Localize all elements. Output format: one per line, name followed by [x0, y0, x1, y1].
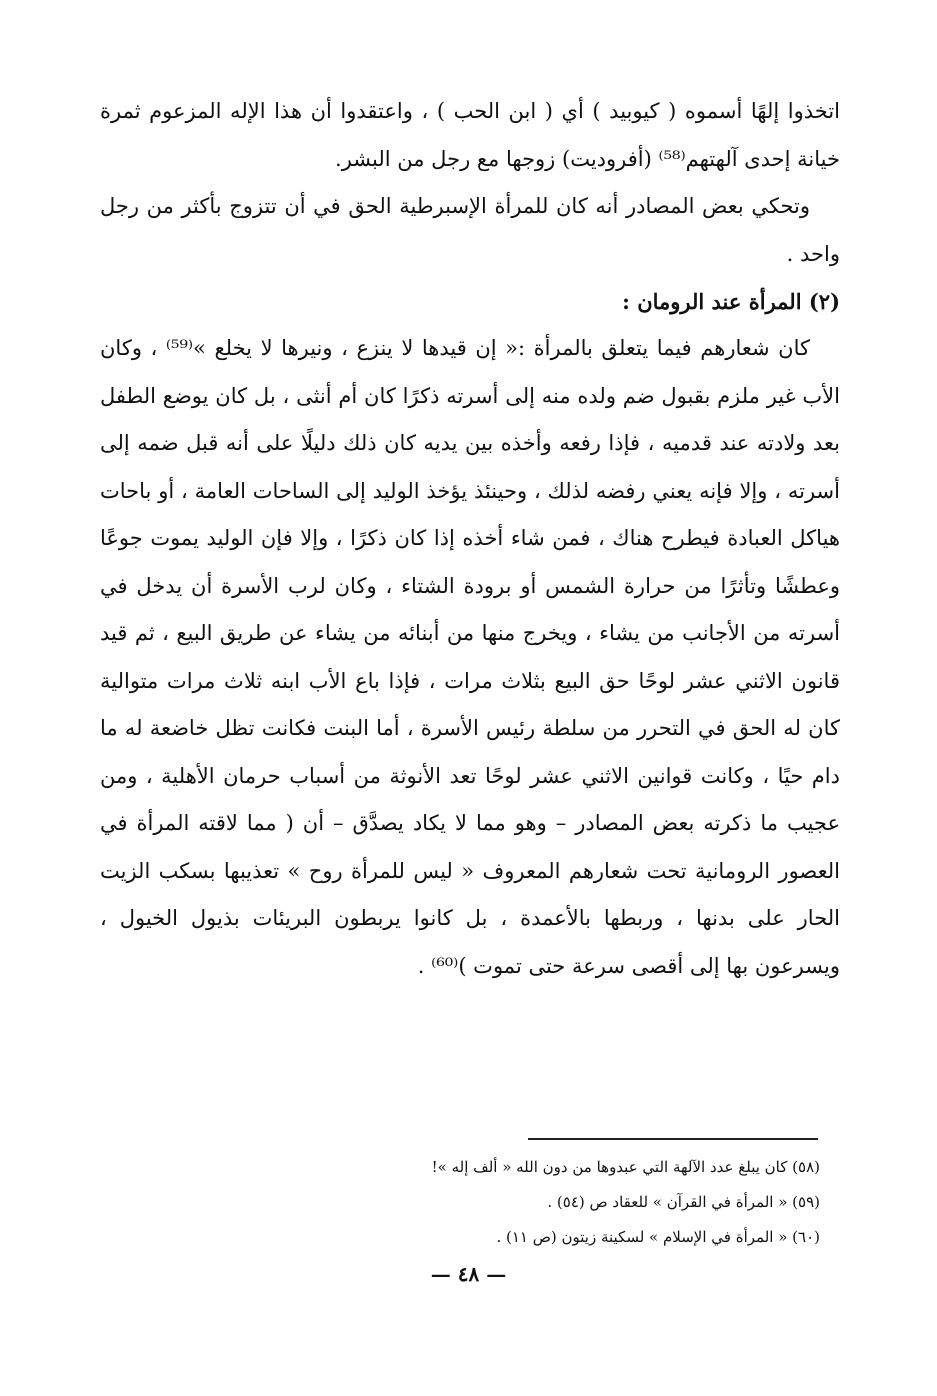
main-text	[100, 88, 840, 990]
footnotes	[100, 1150, 820, 1255]
footnote-59: (٥٩) « المرأة في القرآن » للعقاد ص (٥٤) .	[547, 1193, 820, 1211]
page-body	[100, 88, 840, 990]
footnote-divider	[528, 1138, 818, 1140]
page-number: — ٤٨ —	[430, 1262, 507, 1286]
paragraph-3: كان شعارهم فيما يتعلق بالمرأة :« إن قيدها لا ينزع ، ونيرها لا يخلع »⁽⁵⁹⁾ ، وكان الأب غير ملزم بقبول ضم ولده منه إلى أسرته ذكرًا كان أم أنثى ، بل كان يوضع الطفل بعد ولادته عند قدميه ، فإذا رفعه وأخذه بين يديه كان ذلك دليلًا على أنه قبل ضمه إلى أسرته ، وإلا فإنه يعني رفضه لذلك ، وحينئذ يؤخذ الوليد إلى الساحات العامة ، أو باحات هياكل العبادة فيطرح هناك ، فمن شاء أخذه إذا كان ذكرًا ، وإلا فإن الوليد يموت جوعًا وعطشًا وتأثرًا من حرارة الشمس أو برودة الشتاء ، وكان لرب الأسرة أن يدخل في أسرته من الأجانب من يشاء ، ويخرج منها من أبنائه من يشاء عن طريق البيع ، ثم قيد قانون الاثني عشر لوحًا حق البيع بثلاث مرات ، فإذا باع الأب ابنه ثلاث مرات متوالية كان له الحق في التحرر من سلطة رئيس الأسرة ، أما البنت فكانت تظل خاضعة له ما دام حيًا ، وكانت قوانين الاثني عشر لوحًا تعد الأنوثة من أسباب حرمان الأهلية ، ومن عجيب ما ذكرته بعض المصادر – وهو مما لا يكاد يصدَّق – أن ( مما لاقته المرأة في العصور الرومانية تحت شعارهم المعروف « ليس للمرأة روح » تعذيبها بسكب الزيت الحار على بدنها ، وربطها بالأعمدة ، بل كانوا يربطون البريئات بذيول الخيول ، ويسرعون بها إلى أقصى سرعة حتى تموت )⁽⁶⁰⁾ .	[100, 336, 840, 978]
section-heading: (٢) المرأة عند الرومان :	[622, 289, 840, 314]
paragraph-1: اتخذوا إلهًا أسموه ( كيوبيد ) أي ( ابن الحب ) ، واعتقدوا أن هذا الإله المزعوم ثمرة خيانة إحدى آلهتهم⁽⁵⁸⁾ (أفروديت) زوجها مع رجل من البشر.	[100, 99, 840, 171]
footnote-60: (٦٠) « المرأة في الإسلام » لسكينة زيتون (ص ١١) .	[496, 1228, 820, 1246]
footnote-58: (٥٨) كان يبلغ عدد الآلهة التي عبدوها من دون الله « ألف إله »!	[431, 1158, 820, 1176]
paragraph-2: وتحكي بعض المصادر أنه كان للمرأة الإسبرطية الحق في أن تتزوج بأكثر من رجل واحد .	[100, 194, 840, 266]
